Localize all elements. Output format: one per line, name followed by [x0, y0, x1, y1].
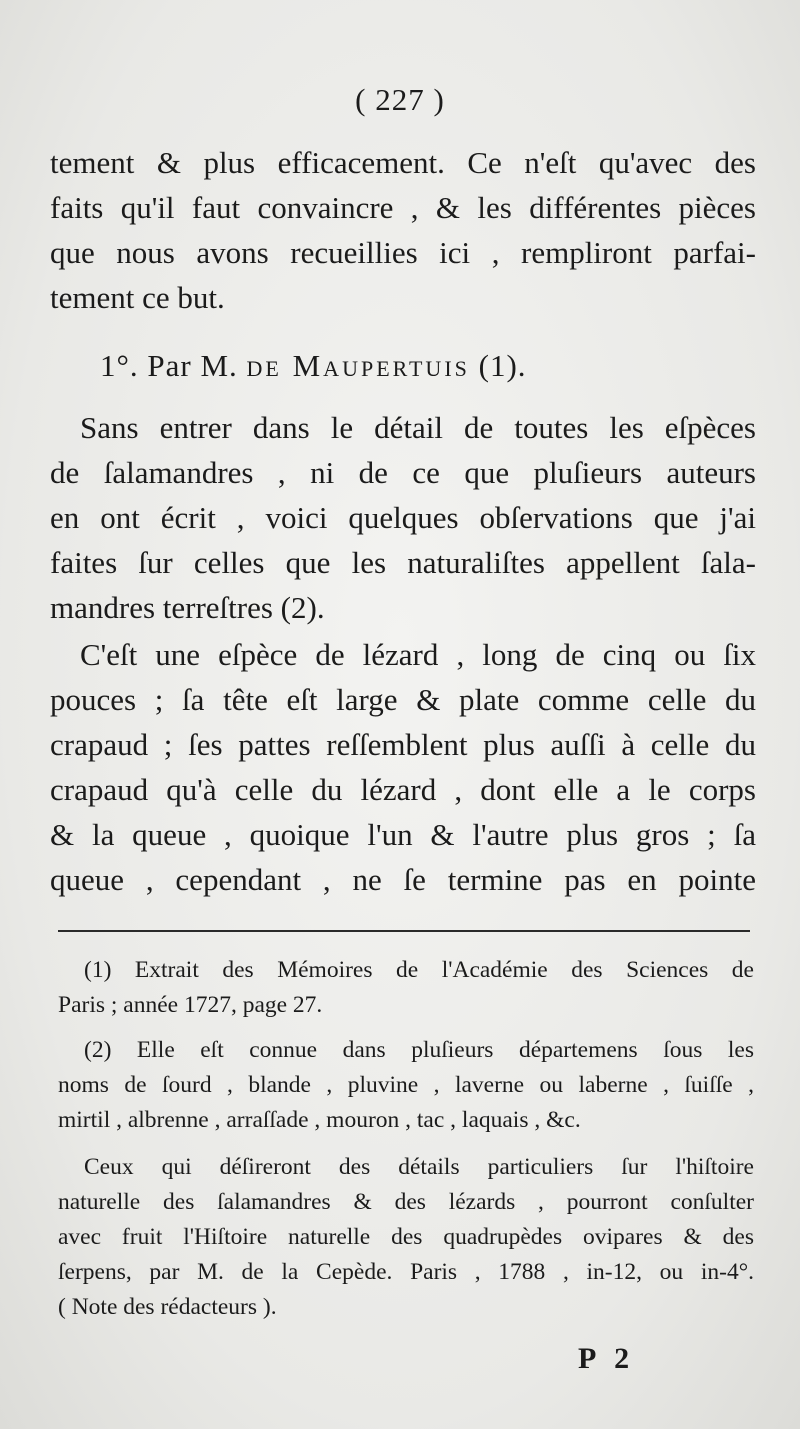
- text-line: tement ce but.: [50, 280, 225, 315]
- text-line: mandres terreſtres (2).: [50, 590, 325, 625]
- section-heading: [100, 348, 527, 384]
- text-line: faits qu'il faut convaincre , & les différentes pièces: [50, 190, 756, 225]
- section-note-ref: (1).: [478, 348, 527, 383]
- text-line: tement & plus efficacement. Ce n'eſt qu'avec des: [50, 145, 756, 180]
- text-line: Sans entrer dans le détail de toutes les eſpèces: [80, 410, 756, 445]
- footnote-1: [58, 953, 754, 1023]
- note-line: naturelle des ſalamandres & des lézards , pourront conſulter: [58, 1189, 754, 1215]
- page-number: [0, 82, 800, 118]
- intro-paragraph: [50, 140, 756, 320]
- section-author: de Maupertuis: [246, 348, 470, 383]
- text-line: queue , cependant , ne ſe termine pas en pointe: [50, 862, 756, 897]
- editor-note: [58, 1150, 754, 1325]
- note-line: avec fruit l'Hiſtoire naturelle des quadrupèdes ovipares & des: [58, 1224, 754, 1250]
- paragraph-salamandres: [50, 405, 756, 630]
- note-line: ( Note des rédacteurs ).: [58, 1294, 277, 1320]
- footnote-2: [58, 1033, 754, 1138]
- text-line: de ſalamandres , ni de ce que pluſieurs auteurs: [50, 455, 756, 490]
- text-line: & la queue , quoique l'un & l'autre plus gros ; ſa: [50, 817, 756, 852]
- signature-mark: P 2: [578, 1342, 636, 1375]
- section-number: 1°. Par M.: [100, 348, 238, 383]
- text-line: C'eſt une eſpèce de lézard , long de cinq ou ſix: [80, 637, 756, 672]
- text-line: crapaud qu'à celle du lézard , dont elle a le corps: [50, 772, 756, 807]
- text-line: en ont écrit , voici quelques obſervations que j'ai: [50, 500, 756, 535]
- note-line: (2) Elle eſt connue dans pluſieurs départemens ſous les: [84, 1037, 754, 1063]
- paragraph-lezard: [50, 632, 756, 902]
- note-line: ſerpens, par M. de la Cepède. Paris , 1788 , in-12, ou in-4°.: [58, 1259, 754, 1285]
- note-line: mirtil , albrenne , arraſſade , mouron , tac , laquais , &c.: [58, 1107, 581, 1133]
- note-line: Paris ; année 1727, page 27.: [58, 992, 323, 1018]
- note-line: noms de ſourd , blande , pluvine , laverne ou laberne , ſuiſſe ,: [58, 1072, 754, 1098]
- text-line: que nous avons recueillies ici , rempliront parfai-: [50, 235, 756, 270]
- text-line: pouces ; ſa tête eſt large & plate comme celle du: [50, 682, 756, 717]
- page-number-text: ( 227 ): [355, 82, 445, 117]
- note-line: Ceux qui déſireront des détails particuliers ſur l'hiſtoire: [84, 1154, 754, 1180]
- text-line: faites ſur celles que les naturaliſtes appellent ſala-: [50, 545, 756, 580]
- footnote-divider: [58, 930, 750, 932]
- text-line: crapaud ; ſes pattes reſſemblent plus auſſi à celle du: [50, 727, 756, 762]
- note-line: (1) Extrait des Mémoires de l'Académie des Sciences de: [84, 957, 754, 983]
